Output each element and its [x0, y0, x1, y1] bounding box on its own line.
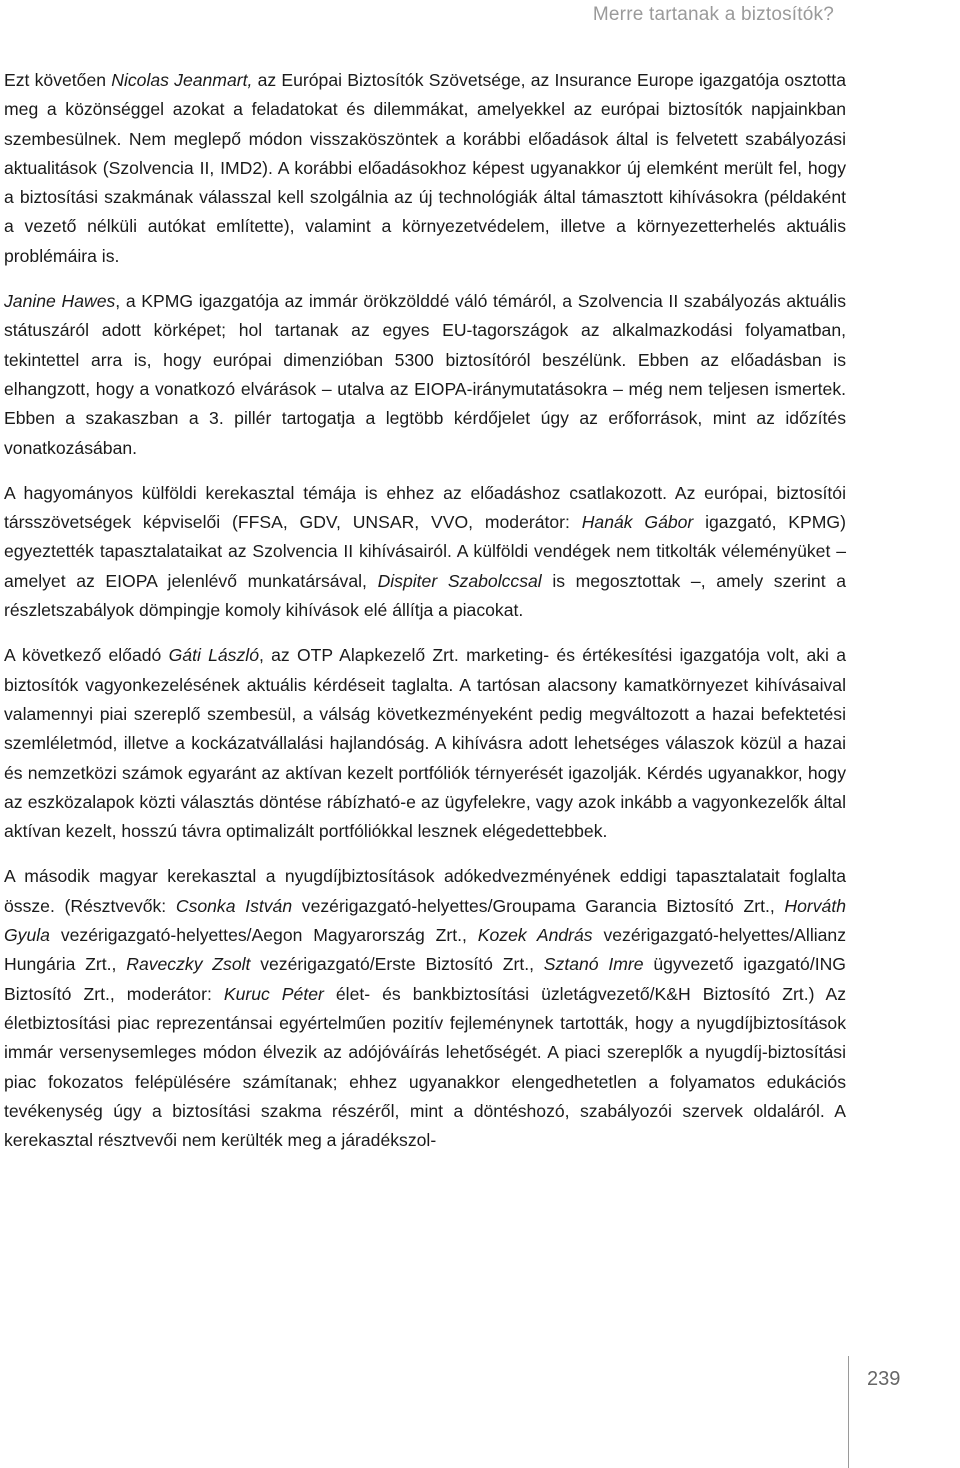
italic-run: Dispiter Szabolccsal	[377, 570, 542, 591]
italic-run: Nicolas Jeanmart,	[111, 70, 253, 90]
text-run: A hagyományos külföldi kerekasztal témája is ehhez az előadáshoz csatlakozott. Az európai, biztosítói társszövetségek képviselői (FFSA, GDV, UNSAR, VVO, moderátor:	[4, 482, 846, 533]
text-run: Ezt követően	[4, 70, 112, 90]
text-run: ügyvezető igazgató/ING Biztosító Zrt., moderátor:	[4, 954, 846, 1004]
paragraph	[4, 287, 846, 463]
text-run: vezérigazgató/Erste Biztosító Zrt.,	[250, 954, 544, 975]
italic-run: Horváth Gyula	[4, 895, 847, 946]
italic-run: Csonka István	[175, 895, 293, 916]
paragraph	[4, 862, 846, 1155]
text-run: vezérigazgató-helyettes/Aegon Magyarország Zrt.,	[49, 925, 478, 946]
text-run: az Európai Biztosítók Szövetsége, az Insurance Europe igazgatója osztotta meg a közönséggel azokat a feladatokat és dilemmákat, amelyekkel az európai biztosítók napjainkban szembesülnek. Nem meglepő módon visszaköszöntek a korábbi előadások által is felvetett szabályozási aktualitások (Szolvencia II, IMD2). A korábbi előadásokhoz képest ugyanakkor új elemként merült fel, hogy a biztosítási szakmának válasszal kell szolgálnia az új technológiák által támasztott kihívásokra (példaként a vezető nélküli autókat említette), valamint a környezetvédelem, illetve a környezetterhelés aktuális problémáira is.	[4, 70, 846, 266]
italic-run: Janine Hawes	[4, 291, 116, 312]
page-number: 239	[867, 1368, 901, 1390]
italic-run: Kozek András	[477, 925, 593, 946]
text-run: vezérigazgató-helyettes/Allianz Hungária Zrt.,	[4, 925, 847, 975]
text-run: is megosztottak –, amely szerint a részletszabályok dömpingje komoly kihívások elé állítja a piacokat.	[4, 570, 846, 621]
text-run: élet- és bankbiztosítási üzletágvezető/K&H Biztosító Zrt.) Az életbiztosítási piac reprezentánsai egyértelműen pozitív fejleménynek tartották, hogy a nyugdíjbiztosítások immár versenysemleges módon élvezik az adójóváírás lehetőségét. A piaci szereplők a nyugdíj-biztosítási piac fokozatos felépülésére számítanak; ehhez ugyanakkor elengedhetetlen a folyamatos edukációs tevékenység úgy a biztosítási szakma részéről, mint a döntéshozó, szabályozói szervek oldaláról. A kerekasztal résztvevői nem kerülték meg a járadékszol-	[4, 983, 847, 1151]
italic-run: Hanák Gábor	[581, 512, 694, 533]
italic-run: Kuruc Péter	[223, 983, 324, 1004]
text-run: igazgató, KPMG) egyeztették tapasztalataikat az Szolvencia II kihívásairól. A külföldi vendégek nem titkolták véleményüket – amelyet az EIOPA jelenlévő munkatársával,	[4, 512, 846, 591]
text-run: A második magyar kerekasztal a nyugdíjbiztosítások adókedvezményének eddigi tapasztalatait foglalta össze. (Résztvevők:	[4, 866, 846, 916]
running-header: Merre tartanak a biztosítók?	[592, 4, 834, 25]
text-run: vezérigazgató-helyettes/Groupama Garancia Biztosító Zrt.,	[292, 895, 785, 916]
paragraph	[4, 66, 846, 271]
text-run: , az OTP Alapkezelő Zrt. marketing- és értékesítési igazgatója volt, aki a biztosítók vagyonkezelésének aktuális kérdéseit taglalta. A tartósan alacsony kamatkörnyezet kihívásaival valamennyi piai szereplő szembesül, a válság következményeként pedig megváltozott a hazai befektetési szemléletmód, illetve a kockázatvállalási hajlandóság. A kihívásra adott lehetséges válaszok közül a hazai és nemzetközi számok egyaránt az aktívan kezelt portfóliók térnyerését igazolják. Kérdés ugyanakkor, hogy az eszközalapok közti választás döntése rábízható-e az ügyfelekre, vagy azok inkább a vagyonkezelők által aktívan kezelt, hosszú távra optimalizált portfóliókkal lesznek elégedettebbek.	[4, 645, 847, 842]
article-body	[4, 66, 846, 1171]
italic-run: Raveczky Zsolt	[126, 954, 251, 975]
italic-run: Gáti László	[168, 645, 259, 666]
italic-run: Sztanó Imre	[543, 954, 644, 975]
paragraph	[4, 641, 846, 846]
paragraph	[4, 479, 846, 625]
text-run: , a KPMG igazgatója az immár örökzölddé váló témáról, a Szolvencia II szabályozás aktuális státuszáról adott körképet; hol tartanak az egyes EU-tagországok az alkalmazkodási folyamatban, tekintettel arra is, hogy európai dimenzióban 5300 biztosítóról beszélünk. Ebben az előadásban is elhangzott, hogy a vonatkozó elvárások – utalva az EIOPA-iránymutatásokra – még nem teljesen ismertek. Ebben a szakaszban a 3. pillér tartogatja a legtöbb kérdőjelet úgy az erőforrások, mint az időzítés vonatkozásában.	[4, 291, 846, 458]
page-number-divider	[848, 1356, 849, 1468]
text-run: A következő előadó	[4, 645, 169, 666]
